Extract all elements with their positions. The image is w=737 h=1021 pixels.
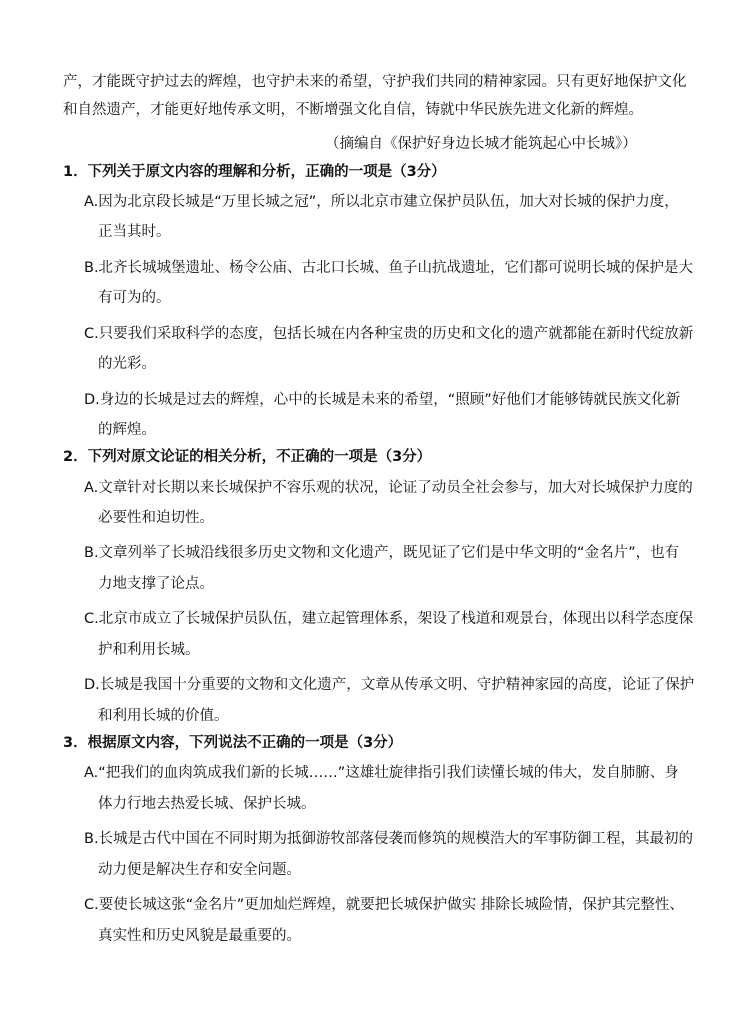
question-2-option-d: D.长城是我国十分重要的文物和文化遗产，文章从传承文明、守护精神家园的高度，论证了保护	[84, 677, 695, 693]
question-2-option-b-cont: 力地支撑了论点。	[98, 576, 214, 592]
question-3-option-b: B.长城是古代中国在不同时期为抵御游牧部落侵袭而修筑的规模浩大的军事防御工程，其最初的	[84, 831, 694, 847]
question-1-option-b-cont: 有可为的。	[98, 290, 171, 306]
question-2-stem: 2．下列对原文论证的相关分析，不正确的一项是（3分）	[63, 449, 432, 465]
question-2-option-d-cont: 和利用长城的价值。	[98, 708, 229, 724]
question-1-option-b: B.北齐长城城堡遗址、杨令公庙、古北口长城、鱼子山抗战遗址，它们都可说明长城的保护是大	[84, 260, 694, 276]
question-3-option-c-cont: 真实性和历史风貌是最重要的。	[98, 928, 301, 944]
question-1-option-d: D.身边的长城是过去的辉煌，心中的长城是未来的希望，“照顾”好他们才能够铸就民族文化新	[84, 392, 681, 408]
question-3-option-c: C.要使长城这张“金名片”更加灿烂辉煌，就要把长城保护做实 排除长城险情，保护其完整性、	[84, 897, 684, 913]
question-2-option-b: B.文章列举了长城沿线很多历史文物和文化遗产，既见证了它们是中华文明的“金名片”，也有	[84, 545, 680, 561]
question-2-option-a-cont: 必要性和迫切性。	[98, 510, 214, 526]
question-3-option-b-cont: 动力便是解决生存和安全问题。	[98, 862, 301, 878]
question-1-option-c-cont: 的光彩。	[98, 356, 156, 372]
question-3-stem: 3．根据原文内容，下列说法不正确的一项是（3分）	[63, 735, 403, 751]
question-1-option-a: A.因为北京段长城是“万里长城之冠”，所以北京市建立保护员队伍，加大对长城的保护力度，	[84, 194, 679, 210]
question-1-option-c: C.只要我们采取科学的态度，包括长城在内各种宝贵的历史和文化的遗产就都能在新时代绽放新	[84, 326, 694, 342]
question-1-option-a-cont: 正当其时。	[98, 224, 171, 240]
intro-line-1: 产，才能既守护过去的辉煌，也守护未来的希望，守护我们共同的精神家园。只有更好地保护文化	[63, 74, 687, 90]
question-3-option-a-cont: 体力行地去热爱长城、保护长城。	[98, 796, 316, 812]
question-2-option-a: A.文章针对长期以来长城保护不容乐观的状况，论证了动员全社会参与，加大对长城保护力度的	[84, 480, 693, 496]
question-1-option-d-cont: 的辉煌。	[98, 422, 156, 438]
question-3-option-a: A.“把我们的血肉筑成我们新的长城……”这雄壮旋律指引我们读懂长城的伟大，发自肺腑、身	[84, 765, 679, 781]
source-citation: （摘编自《保护好身边长城才能筑起心中长城》）	[325, 136, 637, 152]
question-2-option-c-cont: 护和利用长城。	[98, 642, 200, 658]
question-1-stem: 1．下列关于原文内容的理解和分析，正确的一项是（3分）	[63, 164, 446, 180]
intro-line-2: 和自然遗产，才能更好地传承文明，不断增强文化自信，铸就中华民族先进文化新的辉煌。	[63, 102, 643, 118]
question-2-option-c: C.北京市成立了长城保护员队伍，建立起管理体系，架设了栈道和观景台，体现出以科学态度保	[84, 611, 694, 627]
